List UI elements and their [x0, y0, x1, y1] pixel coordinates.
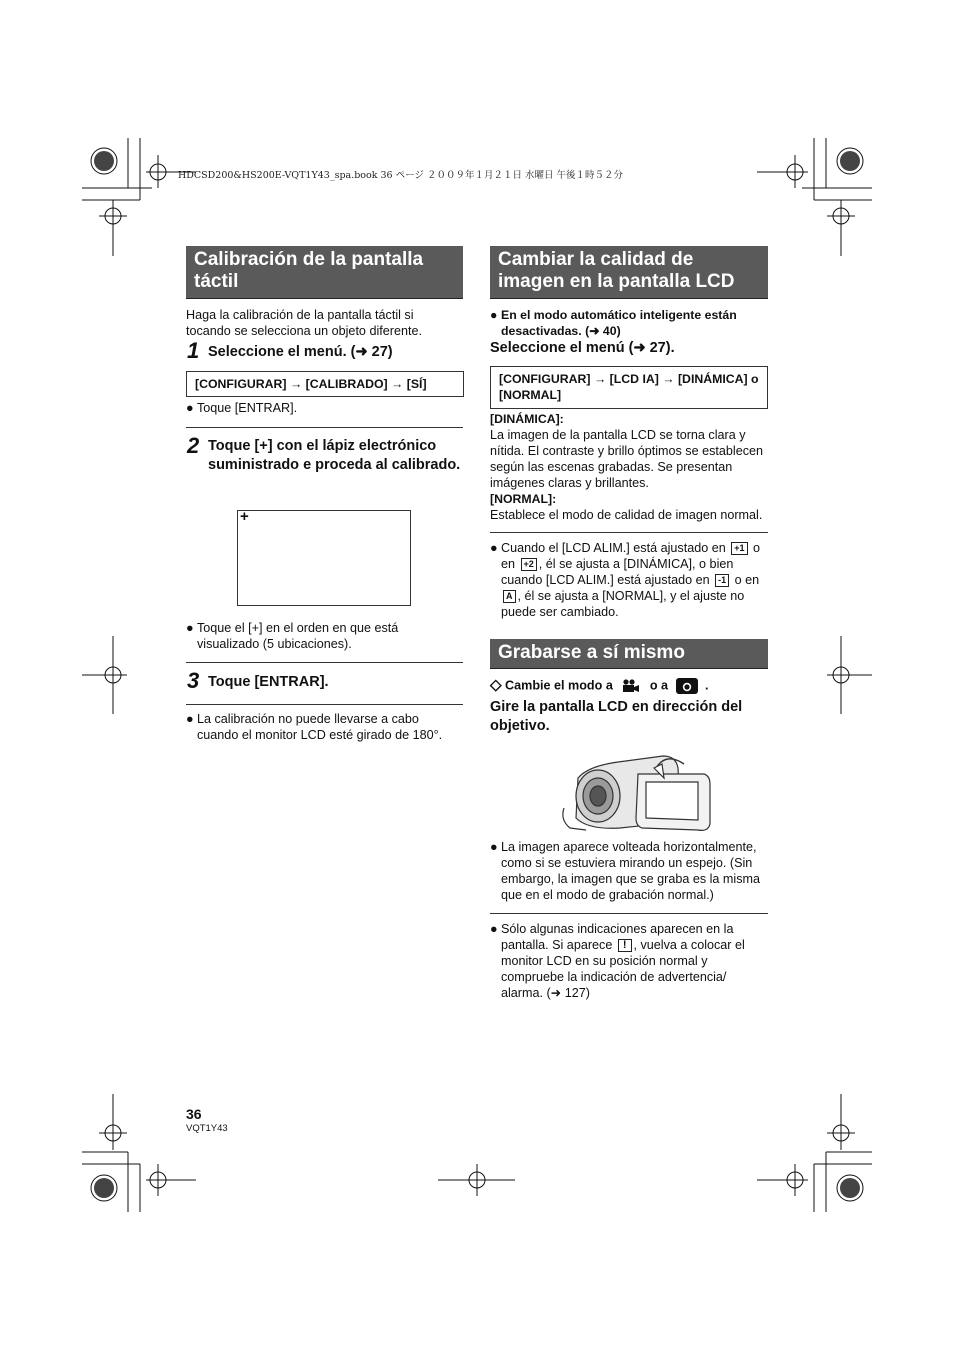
- lcd-power-minus1-icon: -1: [715, 574, 729, 587]
- bullet-text: La calibración no puede llevarse a cabo cuando el monitor LCD esté girado de 180°.: [197, 712, 443, 742]
- video-mode-icon: [620, 679, 642, 693]
- dinamica-description: La imagen de la pantalla LCD se torna clara y nítida. El contraste y brillo óptimos se establecen según las escenas grabadas. Se presentan imágenes claras y brillantes.: [490, 428, 764, 490]
- section-title-self-recording: Grabarse a sí mismo: [490, 639, 768, 669]
- bullet-dot: ●: [186, 401, 194, 415]
- page-number: 36: [186, 1106, 202, 1122]
- camcorder-illustration: [558, 748, 714, 834]
- bullet-lcd-power-note: [490, 540, 768, 620]
- photo-mode-icon: [675, 677, 699, 695]
- mode-line-part-2: o a: [649, 678, 669, 693]
- lcd-power-plus1-icon: +1: [731, 542, 747, 555]
- bullet-dot: ●: [490, 922, 498, 936]
- mode-change-line: [490, 677, 709, 695]
- lcd-power-auto-icon: A: [503, 590, 516, 603]
- section-title-lcd-quality: Cambiar la calidad de imagen en la pantalla LCD: [490, 246, 768, 299]
- step-number-3: 3: [187, 668, 200, 693]
- calibration-screen-illustration: [237, 510, 411, 606]
- divider: [186, 662, 463, 663]
- divider: [186, 704, 463, 705]
- bullet-text-container: [490, 540, 768, 620]
- bullet-dot: ●: [490, 840, 498, 854]
- bullet-touch-order: [186, 620, 463, 652]
- lcd-note-part-2: o en: [501, 541, 761, 571]
- bullet-dot: ●: [490, 541, 498, 555]
- bullet-text: La imagen aparece volteada horizontalmente, como si se estuviera mirando un espejo. (Sin embargo, la imagen que se graba es la misma que en el modo de grabación normal.): [501, 840, 761, 902]
- bullet-dot: ●: [186, 712, 194, 726]
- step-2-text: Toque [+] con el lápiz electrónico suministrado e proceda al calibrado.: [208, 438, 461, 473]
- warning-icon: !: [618, 939, 632, 952]
- indications-part-2: , vuelva a colocar el monitor LCD en su posición normal y compruebe la indicación de advertencia/ alarma. (➜ 127): [501, 938, 745, 1000]
- normal-label: [NORMAL]:: [490, 492, 557, 506]
- print-header-line: HDCSD200&HS200E-VQT1Y43_spa.book 36 ページ ２００９年１月２１日 水曜日 午後１時５２分: [178, 170, 623, 181]
- dinamica-label: [DINÁMICA]:: [490, 412, 564, 426]
- bullet-touch-enter: [186, 400, 463, 416]
- lcd-note-part-3: , él se ajusta a [DINÁMICA], o bien cuando [LCD ALIM.] está ajustado en: [501, 557, 734, 587]
- rotate-lcd-text: Gire la pantalla LCD en dirección del objetivo.: [490, 699, 743, 734]
- menu-path-calibration: [CONFIGURAR] → [CALIBRADO] → [SÍ]: [186, 371, 464, 397]
- step-number-2: 2: [187, 433, 200, 458]
- model-code: VQT1Y43: [186, 1123, 228, 1134]
- section-title-calibration: Calibración de la pantalla táctil: [186, 246, 463, 299]
- mode-line-part-1: Cambie el modo a: [505, 678, 613, 693]
- lcd-note-part-4: o en: [734, 573, 760, 587]
- calibration-plus-icon: +: [240, 508, 249, 525]
- step-1-text: Seleccione el menú. (➜ 27): [208, 344, 393, 360]
- divider: [490, 913, 768, 914]
- mode-line-part-3: .: [705, 678, 709, 693]
- lcd-note-part-1: Cuando el [LCD ALIM.] está ajustado en: [501, 541, 726, 555]
- lcd-note-part-5: , él se ajusta a [NORMAL], y el ajuste no puede ser cambiado.: [501, 589, 745, 619]
- bullet-dot: ●: [186, 621, 194, 635]
- bullet-indications: [490, 921, 768, 1001]
- normal-description: Establece el modo de calidad de imagen normal.: [490, 508, 763, 522]
- menu-path-lcd: [CONFIGURAR] → [LCD IA] → [DINÁMICA] o [NORMAL]: [490, 366, 768, 409]
- step-number-1: 1: [187, 338, 200, 363]
- divider: [490, 532, 768, 533]
- bullet-text: Toque el [+] en el orden en que está visualizado (5 ubicaciones).: [197, 621, 399, 651]
- lcd-power-plus2-icon: +2: [521, 558, 537, 571]
- bullet-text: En el modo automático inteligente están desactivadas. (➜ 40): [501, 308, 737, 338]
- step-3-text: Toque [ENTRAR].: [208, 674, 329, 690]
- bullet-auto-mode: [490, 307, 768, 339]
- calibration-intro: Haga la calibración de la pantalla táctil si tocando se selecciona un objeto diferente.: [186, 308, 422, 338]
- bullet-text: Toque [ENTRAR].: [197, 401, 298, 415]
- bullet-text-container: [490, 921, 768, 1001]
- diamond-icon: ◇: [490, 676, 502, 694]
- indications-part-1: Sólo algunas indicaciones aparecen en la pantalla. Si aparece: [501, 922, 734, 952]
- divider: [186, 427, 463, 428]
- bullet-calibration-note: [186, 711, 463, 743]
- bullet-dot: ●: [490, 308, 498, 322]
- bullet-mirror-image: [490, 839, 768, 903]
- select-menu-text: Seleccione el menú (➜ 27).: [490, 340, 675, 356]
